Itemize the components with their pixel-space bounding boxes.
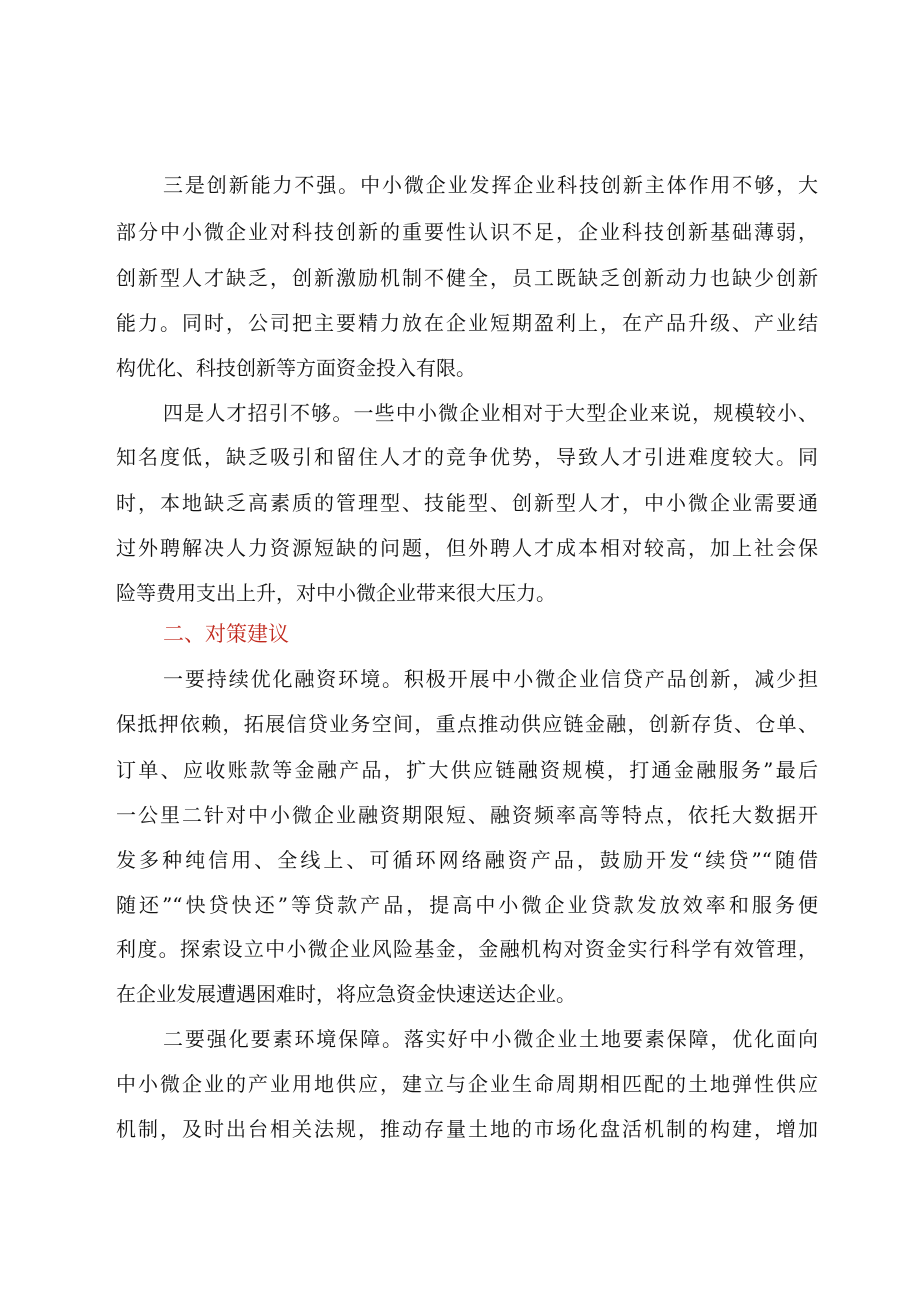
- text-line: 中小微企业的产业用地供应，建立与企业生命周期相匹配的土地弹性供应: [116, 1072, 818, 1096]
- text-line: 知名度低，缺乏吸引和留住人才的竞争优势，导致人才引进难度较大。同: [116, 445, 818, 469]
- text-line: 利度。探索设立中小微企业风险基金，金融机构对资金实行科学有效管理，: [116, 937, 818, 961]
- text-line: 构优化、科技创新等方面资金投入有限。: [116, 356, 476, 380]
- text-line: 随还”“快贷快还”等贷款产品，提高中小微企业贷款发放效率和服务便: [116, 893, 818, 917]
- text-line: 保抵押依赖，拓展信贷业务空间，重点推动供应链金融，创新存货、仓单、: [116, 712, 818, 736]
- text-line: 一要持续优化融资环境。积极开展中小微企业信贷产品创新，减少担: [163, 667, 818, 691]
- text-line: 机制，及时出台相关法规，推动存量土地的市场化盘活机制的构建，增加: [116, 1117, 818, 1141]
- text-line: 订单、应收账款等金融产品，扩大供应链融资规模，打通金融服务”最后: [116, 758, 818, 782]
- text-line: 时，本地缺乏高素质的管理型、技能型、创新型人才，中小微企业需要通: [116, 491, 818, 515]
- text-line: 三是创新能力不强。中小微企业发挥企业科技创新主体作用不够，大: [163, 173, 818, 197]
- text-line: 创新型人才缺乏，创新激励机制不健全，员工既缺乏创新动力也缺少创新: [116, 266, 818, 290]
- text-line: 能力。同时，公司把主要精力放在企业短期盈利上，在产品升级、产业结: [116, 311, 818, 335]
- text-line: 四是人才招引不够。一些中小微企业相对于大型企业来说，规模较小、: [163, 401, 818, 425]
- text-line: 一公里二针对中小微企业融资期限短、融资频率高等特点，依托大数据开: [116, 803, 818, 827]
- section-heading: 二、对策建议: [163, 622, 289, 646]
- text-line: 部分中小微企业对科技创新的重要性认识不足，企业科技创新基础薄弱，: [116, 220, 818, 244]
- text-line: 发多种纯信用、全线上、可循环网络融资产品，鼓励开发“续贷”“随借: [116, 848, 818, 872]
- text-line: 险等费用支出上升，对中小微企业带来很大压力。: [116, 581, 556, 605]
- text-line: 二要强化要素环境保障。落实好中小微企业土地要素保障，优化面向: [163, 1027, 818, 1051]
- text-line: 过外聘解决人力资源短缺的问题，但外聘人才成本相对较高，加上社会保: [116, 536, 818, 560]
- text-line: 在企业发展遭遇困难时，将应急资金快速送达企业。: [116, 982, 576, 1006]
